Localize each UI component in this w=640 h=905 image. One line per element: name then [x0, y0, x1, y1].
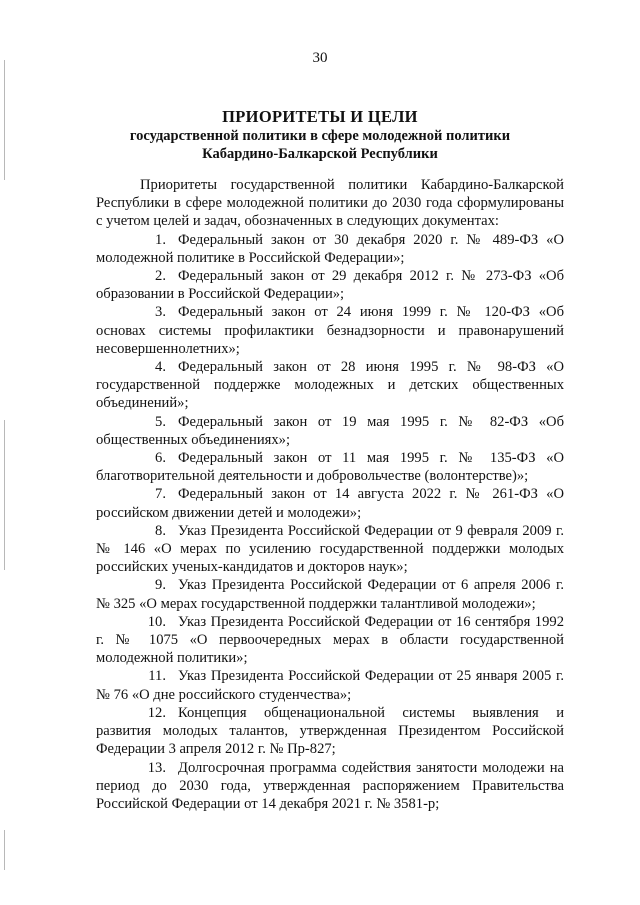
item-text: Федеральный закон от 14 августа 2022 г. № 261-ФЗ «О российском движении детей и молодежи»; — [96, 486, 564, 521]
page-subtitle-region: Кабардино-Балкарской Республики — [202, 146, 438, 162]
item-text: Федеральный закон от 28 июня 1995 г. № 98-ФЗ «О государственной поддержке молодежных и детских общественных объединений»; — [96, 359, 564, 412]
item-number: 11. — [148, 668, 166, 685]
item-number: 8. — [155, 522, 166, 539]
list-item — [96, 267, 564, 303]
list-item — [96, 231, 564, 267]
item-number: 5. — [155, 413, 166, 430]
list-item — [96, 485, 564, 521]
page-subtitle: государственной политики в сфере молодежной политики — [129, 128, 511, 144]
item-text: Указ Президента Российской Федерации от 25 января 2005 г. № 76 «О дне российского студенчества»; — [96, 668, 564, 703]
list-item — [96, 358, 564, 413]
title-block — [0, 107, 640, 163]
scan-edge-mark — [4, 830, 5, 870]
list-item — [96, 413, 564, 449]
item-number: 12. — [147, 704, 166, 721]
list-item — [96, 576, 564, 612]
list-item — [96, 759, 564, 814]
item-text: Указ Президента Российской Федерации от 9 февраля 2009 г. № 146 «О мерах по усилению государственной поддержки молодых российских ученых-кандидатов и докторов наук»; — [96, 522, 564, 576]
list-item — [96, 522, 564, 577]
item-text: Федеральный закон от 19 мая 1995 г. № 82-ФЗ «Об общественных объединениях»; — [96, 413, 564, 448]
list-item — [96, 613, 564, 668]
list-item — [96, 667, 564, 703]
item-text: Указ Президента Российской Федерации от 6 апреля 2006 г. № 325 «О мерах государственной поддержки талантливой молодежи»; — [96, 577, 564, 612]
item-number: 3. — [155, 304, 166, 321]
item-number: 13. — [147, 759, 166, 776]
page-number: 30 — [312, 50, 328, 66]
item-text: Федеральный закон от 29 декабря 2012 г. № 273-ФЗ «Об образовании в Российской Федерации»; — [96, 268, 564, 303]
item-text: Федеральный закон от 24 июня 1999 г. № 120-ФЗ «Об основах системы профилактики безнадзорности и правонарушений несовершеннолетних»; — [96, 304, 564, 357]
item-number: 10. — [147, 613, 166, 630]
item-text: Указ Президента Российской Федерации от 16 сентября 1992 г. № 1075 «О первоочередных мерах в области государственной молодежной политики»; — [96, 613, 564, 667]
item-number: 2. — [155, 268, 166, 285]
item-text: Концепция общенациональной системы выявления и развития молодых талантов, утвержденная Президентом Российской Федерации 3 апреля 2012 г. № Пр-827; — [96, 704, 564, 758]
documents-list — [96, 231, 564, 814]
page-title: ПРИОРИТЕТЫ И ЦЕЛИ — [222, 107, 418, 126]
list-item — [96, 449, 564, 485]
intro-paragraph: Приоритеты государственной политики Кабардино-Балкарской Республики в сфере молодежной политики до 2030 года сформулированы с учетом целей и задач, обозначенных в следующих документах: — [96, 177, 564, 230]
item-text: Федеральный закон от 30 декабря 2020 г. № 489-ФЗ «О молодежной политике в Российской Федерации»; — [96, 231, 564, 266]
item-text: Долгосрочная программа содействия занятости молодежи на период до 2030 года, утвержденная распоряжением Правительства Российской Федерации от 14 декабря 2021 г. № 3581-р; — [96, 759, 564, 812]
list-item — [96, 704, 564, 759]
item-number: 9. — [155, 577, 166, 594]
list-item — [96, 303, 564, 358]
item-text: Федеральный закон от 11 мая 1995 г. № 135-ФЗ «О благотворительной деятельности и добровольчестве (волонтерстве)»; — [96, 450, 564, 485]
item-number: 7. — [155, 486, 166, 503]
document-body — [96, 176, 564, 813]
item-number: 6. — [155, 450, 166, 467]
item-number: 1. — [155, 231, 166, 248]
scan-edge-mark — [4, 420, 5, 570]
item-number: 4. — [155, 359, 166, 376]
